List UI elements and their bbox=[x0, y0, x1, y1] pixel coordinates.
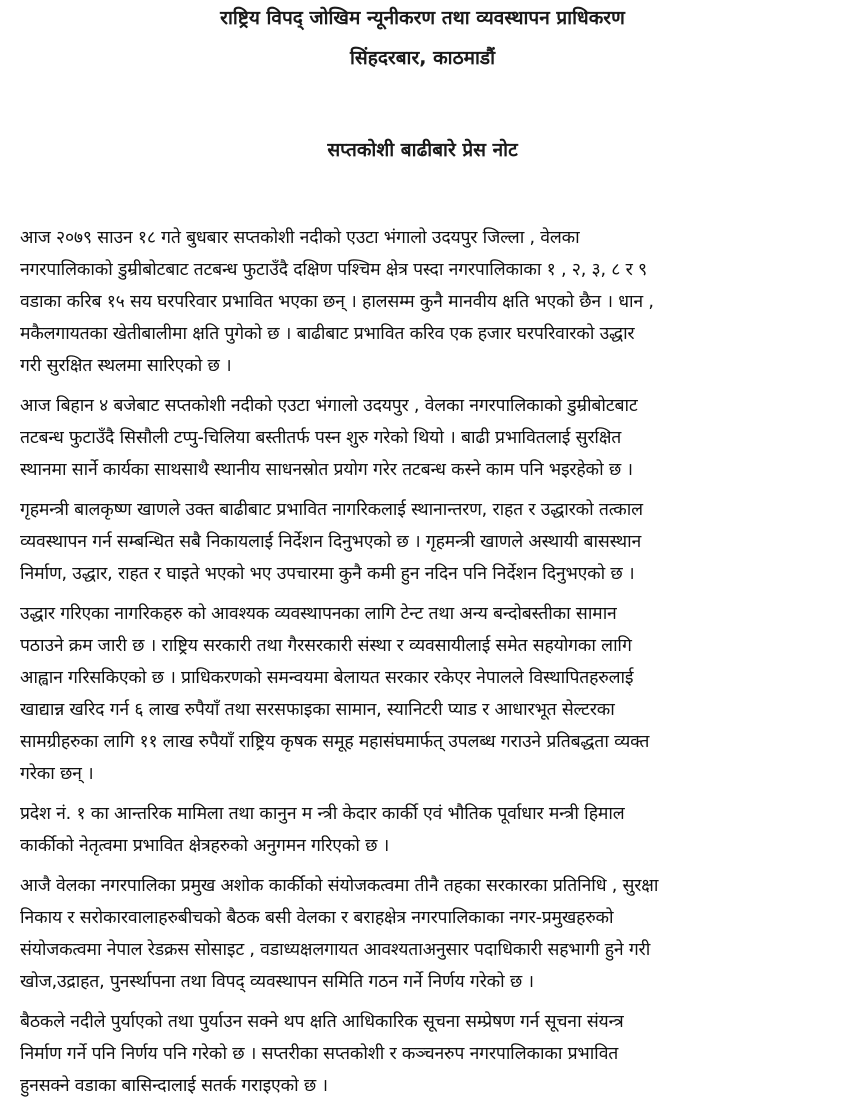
paragraph-line: निकाय र सरोकारवालाहरुबीचको बैठक बसी वेलका र बराहक्षेत्र नगरपालिकाका नगर-प्रमुखहरुको bbox=[20, 908, 614, 928]
paragraph-line: प्रदेश नं. १ का आन्तरिक मामिला तथा कानुन म न्त्री केदार कार्की एवं भौतिक पूर्वाधार मन्त्री हिमाल bbox=[20, 804, 625, 824]
paragraph-line: खोज,उद्राहत, पुनर्स्थापना तथा विपद् व्यवस्थापन समिति गठन गर्ने निर्णय गरेको छ । bbox=[20, 972, 534, 992]
paragraph bbox=[20, 798, 839, 862]
press-note-body bbox=[20, 222, 839, 1110]
paragraph-line: व्यवस्थापन गर्न सम्बन्धित सबै निकायलाई निर्देशन दिनुभएको छ । गृहमन्त्री खाणले अस्थायी बासस्थान bbox=[20, 532, 642, 552]
paragraph bbox=[20, 390, 839, 486]
paragraph-line: खाद्यान्न खरिद गर्न ६ लाख रुपैयाँ तथा सरसफाइका सामान, स्यानिटरी प्याड र आधारभूत सेल्टरका bbox=[20, 700, 615, 720]
paragraph bbox=[20, 222, 839, 382]
paragraph-line: गरी सुरक्षित स्थलमा सारिएको छ । bbox=[20, 356, 232, 376]
paragraph-line: स्थानमा सार्ने कार्यका साथसाथै स्थानीय साधनस्रोत प्रयोग गरेर तटबन्ध कस्ने काम पनि भइरहेको छ । bbox=[20, 460, 633, 480]
paragraph bbox=[20, 870, 839, 998]
paragraph-line: तटबन्ध फुटाउँदै सिसौली टप्पु-चिलिया बस्तीतर्फ पस्न शुरु गरेको थियो । बाढी प्रभावितलाई सुरक्षित bbox=[20, 428, 622, 448]
paragraph-line: आह्वान गरिसकिएको छ । प्राधिकरणको समन्वयमा बेलायत सरकार रकेएर नेपालले विस्थापितहरुलाई bbox=[20, 668, 634, 688]
paragraph-line: पठाउने क्रम जारी छ । राष्ट्रिय सरकारी तथा गैरसरकारी संस्था र व्यवसायीलाई समेत सहयोगका लागि bbox=[20, 636, 632, 656]
paragraph-line: संयोजकत्वमा नेपाल रेडक्रस सोसाइट , वडाध्यक्षलगायत आवश्यताअनुसार पदाधिकारी सहभागी हुने गरी bbox=[20, 940, 651, 960]
press-note-title: सप्तकोशी बाढीबारे प्रेस नोट bbox=[327, 139, 518, 161]
paragraph bbox=[20, 494, 839, 590]
org-address: सिंहदरबार, काठमाडौं bbox=[349, 47, 495, 69]
paragraph-line: गरेका छन् । bbox=[20, 764, 94, 784]
paragraph-line: गृहमन्त्री बालकृष्ण खाणले उक्त बाढीबाट प्रभावित नागरिकलाई स्थानान्तरण, राहत र उद्धारको तत्काल bbox=[20, 500, 643, 520]
paragraph-line: नगरपालिकाको डुम्रीबोटबाट तटबन्ध फुटाउँदै दक्षिण पश्चिम क्षेत्र पस्दा नगरपालिकाका १ , २, ३, ८ र ९ bbox=[20, 260, 647, 280]
paragraph-line: कार्कीको नेतृत्वमा प्रभावित क्षेत्रहरुको अनुगमन गरिएको छ । bbox=[20, 836, 390, 856]
paragraph-line: सामग्रीहरुका लागि ११ लाख रुपैयाँ राष्ट्रिय कृषक समूह महासंघमार्फत् उपलब्ध गराउने प्रतिबद्धता व्यक्त bbox=[20, 732, 650, 752]
paragraph-line: आज बिहान ४ बजेबाट सप्तकोशी नदीको एउटा भंगालो उदयपुर , वेलका नगरपालिकाको डुम्रीबोटबाट bbox=[20, 396, 638, 416]
org-name: राष्ट्रिय विपद् जोखिम न्यूनीकरण तथा व्यवस्थापन प्राधिकरण bbox=[220, 7, 625, 29]
paragraph-line: निर्माण, उद्धार, राहत र घाइते भएको भए उपचारमा कुनै कमी हुन नदिन पनि निर्देशन दिनुभएको छ । bbox=[20, 564, 635, 584]
paragraph-line: आजै वेलका नगरपालिका प्रमुख अशोक कार्कीको संयोजकत्वमा तीनै तहका सरकारका प्रतिनिधि , सुरक्षा bbox=[20, 876, 659, 896]
paragraph-line: आज २०७९ साउन १८ गते बुधबार सप्तकोशी नदीको एउटा भंगालो उदयपुर जिल्ला , वेलका bbox=[20, 228, 580, 248]
paragraph-line: उद्धार गरिएका नागरिकहरु को आवश्यक व्यवस्थापनका लागि टेन्ट तथा अन्य बन्दोबस्तीका सामान bbox=[20, 604, 617, 624]
paragraph-line: बैठकले नदीले पुर्याएको तथा पुर्याउन सक्ने थप क्षति आधिकारिक सूचना सम्प्रेषण गर्न सूचना संयन्त्र bbox=[20, 1012, 624, 1032]
paragraph-line: हुनसक्ने वडाका बासिन्दालाई सतर्क गराइएको छ । bbox=[20, 1076, 328, 1096]
paragraph bbox=[20, 598, 839, 790]
paragraph bbox=[20, 1006, 839, 1102]
paragraph-line: वडाका करिब १५ सय घरपरिवार प्रभावित भएका छन् । हालसम्म कुनै मानवीय क्षति भएको छैन । धान , bbox=[20, 292, 654, 312]
paragraph-line: मकैलगायतका खेतीबालीमा क्षति पुगेको छ । बाढीबाट प्रभावित करिव एक हजार घरपरिवारको उद्धार bbox=[20, 324, 635, 344]
paragraph-line: निर्माण गर्ने पनि निर्णय पनि गरेको छ । सप्तरीका सप्तकोशी र कञ्चनरुप नगरपालिकाका प्रभावित bbox=[20, 1044, 619, 1064]
